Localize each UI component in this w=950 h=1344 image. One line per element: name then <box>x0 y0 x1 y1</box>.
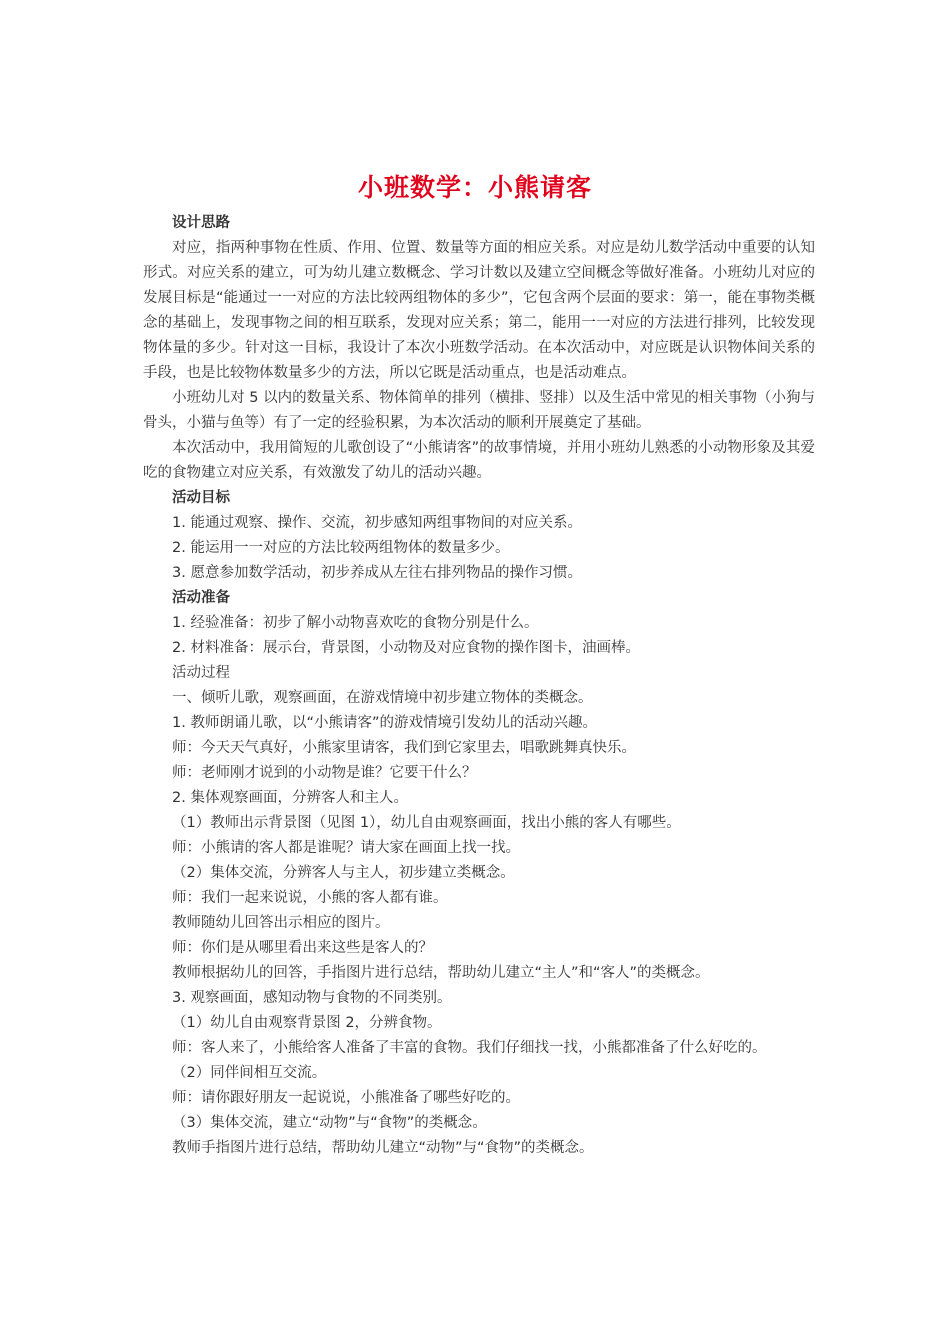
process-line: 教师手指图片进行总结，帮助幼儿建立“动物”与“食物”的类概念。 <box>172 1140 594 1156</box>
section-heading-preparation: 活动准备 <box>172 590 230 606</box>
goal-item: 3. 愿意参加数学活动，初步养成从左往右排列物品的操作习惯。 <box>172 565 582 581</box>
process-line: 3. 观察画面，感知动物与食物的不同类别。 <box>172 990 452 1006</box>
design-paragraph: 小班幼儿对 5 以内的数量关系、物体简单的排列（横排、竖排）以及生活中常见的相关事物（小狗与骨头，小猫与鱼等）有了一定的经验积累，为本次活动的顺利开展奠定了基础。 <box>143 390 815 431</box>
process-line: 师：客人来了，小熊给客人准备了丰富的食物。我们仔细找一找，小熊都准备了什么好吃的。 <box>172 1040 767 1056</box>
process-line: 师：请你跟好朋友一起说说，小熊准备了哪些好吃的。 <box>172 1090 520 1106</box>
process-line: （2）集体交流，分辨客人与主人，初步建立类概念。 <box>172 865 515 881</box>
goal-item: 2. 能运用一一对应的方法比较两组物体的数量多少。 <box>172 540 510 556</box>
process-line: 师：小熊请的客人都是谁呢？请大家在画面上找一找。 <box>172 840 520 856</box>
document-title: 小班数学：小熊请客 <box>357 173 592 202</box>
goal-item: 1. 能通过观察、操作、交流，初步感知两组事物间的对应关系。 <box>172 515 582 531</box>
preparation-item: 1. 经验准备：初步了解小动物喜欢吃的食物分别是什么。 <box>172 615 539 631</box>
process-line: 一、倾听儿歌，观察画面，在游戏情境中初步建立物体的类概念。 <box>172 690 593 706</box>
process-line: （2）同伴间相互交流。 <box>172 1065 327 1081</box>
section-heading-goals: 活动目标 <box>172 490 230 506</box>
process-line: 师：我们一起来说说，小熊的客人都有谁。 <box>172 890 448 906</box>
process-line: 师：你们是从哪里看出来这些是客人的？ <box>172 940 433 956</box>
process-line: 教师随幼儿回答出示相应的图片。 <box>172 915 390 931</box>
process-line: 师：今天天气真好，小熊家里请客，我们到它家里去，唱歌跳舞真快乐。 <box>172 740 636 756</box>
process-line: 1. 教师朗诵儿歌，以“小熊请客”的游戏情境引发幼儿的活动兴趣。 <box>172 715 597 731</box>
design-paragraph: 对应，指两种事物在性质、作用、位置、数量等方面的相应关系。对应是幼儿数学活动中重要的认知形式。对应关系的建立，可为幼儿建立数概念、学习计数以及建立空间概念等做好准备。小班幼儿对应的发展目标是“能通过一一对应的方法比较两组物体的多少”，它包含两个层面的要求：第一，能在事物类概念的基础上，发现事物之间的相互联系，发现对应关系；第二，能用一一对应的方法进行排列，比较发现物体量的多少。针对这一目标，我设计了本次小班数学活动。在本次活动中，对应既是认识物体间关系的手段，也是比较物体数量多少的方法，所以它既是活动重点，也是活动难点。 <box>143 240 815 381</box>
process-line: （1）幼儿自由观察背景图 2，分辨食物。 <box>172 1015 442 1031</box>
preparation-item: 2. 材料准备：展示台，背景图，小动物及对应食物的操作图卡，油画棒。 <box>172 640 640 656</box>
process-line: （1）教师出示背景图（见图 1），幼儿自由观察画面，找出小熊的客人有哪些。 <box>172 815 681 831</box>
section-heading-design: 设计思路 <box>172 215 230 231</box>
design-paragraph: 本次活动中，我用简短的儿歌创设了“小熊请客”的故事情境，并用小班幼儿熟悉的小动物形象及其爱吃的食物建立对应关系，有效激发了幼儿的活动兴趣。 <box>143 440 815 481</box>
document-body <box>143 211 815 1161</box>
process-line: （3）集体交流，建立“动物”与“食物”的类概念。 <box>172 1115 487 1131</box>
section-heading-process: 活动过程 <box>172 665 230 681</box>
process-line: 2. 集体观察画面，分辨客人和主人。 <box>172 790 408 806</box>
process-line: 师：老师刚才说到的小动物是谁？它要干什么？ <box>172 765 477 781</box>
process-line: 教师根据幼儿的回答，手指图片进行总结，帮助幼儿建立“主人”和“客人”的类概念。 <box>172 965 710 981</box>
